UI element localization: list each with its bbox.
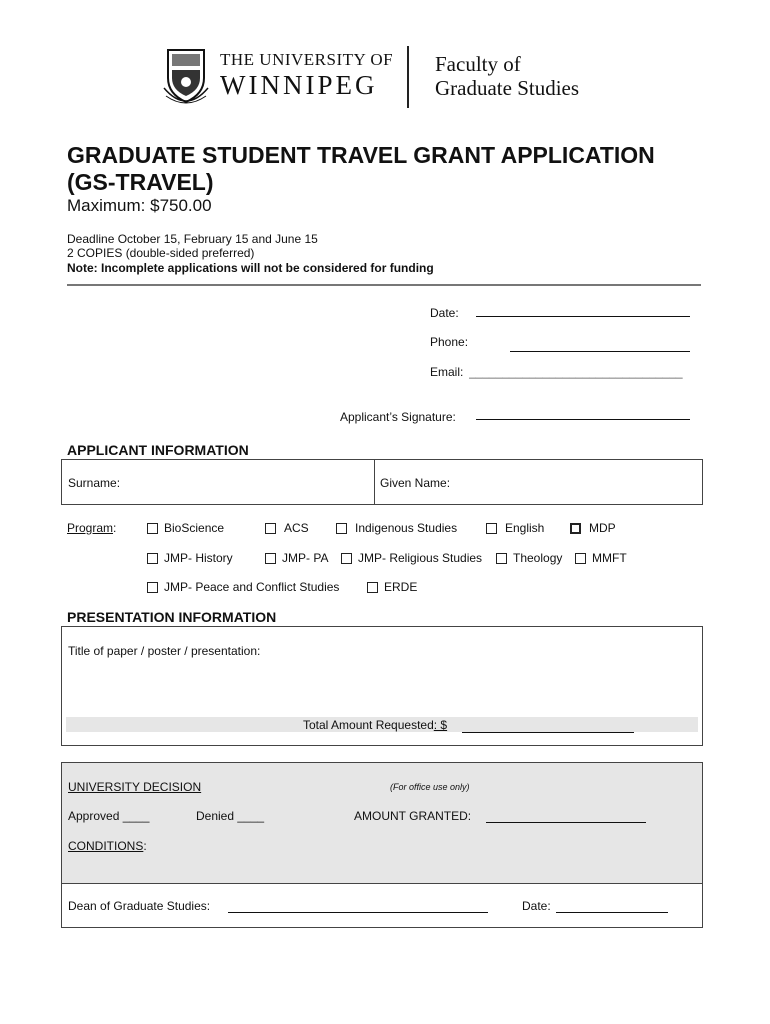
program-option-label: JMP- Religious Studies xyxy=(358,551,483,565)
total-amount-value: : $ xyxy=(433,718,448,732)
program-label-text: Program xyxy=(67,521,114,535)
date-field[interactable] xyxy=(476,316,690,317)
university-name-line1: THE UNIVERSITY OF xyxy=(220,50,394,69)
signature-label: Applicant’s Signature: xyxy=(340,410,456,424)
total-amount-field[interactable] xyxy=(462,732,634,733)
checkbox[interactable] xyxy=(486,523,497,534)
dean-label: Dean of Graduate Studies: xyxy=(68,899,211,913)
university-decision-box xyxy=(61,762,703,928)
checkbox[interactable] xyxy=(341,553,352,564)
checkbox[interactable] xyxy=(570,523,581,534)
presentation-box xyxy=(61,626,703,746)
program-option-label: Indigenous Studies xyxy=(355,521,458,535)
conditions-label xyxy=(68,839,147,853)
form-title: GRADUATE STUDENT TRAVEL GRANT APPLICATION (GS-TRAVEL) xyxy=(67,142,655,195)
phone-field[interactable] xyxy=(510,351,690,352)
program-option-mmft[interactable] xyxy=(575,551,627,565)
program-option-jmp-pa[interactable] xyxy=(265,551,328,565)
program-label-colon: : xyxy=(113,521,117,535)
presentation-info-heading: PRESENTATION INFORMATION xyxy=(67,609,277,625)
program-option-jmp-history[interactable] xyxy=(147,551,233,565)
presentation-title-label: Title of paper / poster / presentation: xyxy=(68,644,261,658)
conditions-label-colon: : xyxy=(143,839,147,853)
program-option-label: JMP- History xyxy=(164,551,233,565)
header-rule xyxy=(67,284,701,286)
checkbox[interactable] xyxy=(367,582,378,593)
email-field[interactable]: ________________________________ xyxy=(469,365,683,379)
total-amount-label-text: Total Amount Requested xyxy=(303,718,434,732)
program-option-english[interactable] xyxy=(486,521,544,535)
checkbox[interactable] xyxy=(265,553,276,564)
denied-field[interactable]: Denied ____ xyxy=(196,809,265,823)
approved-field[interactable]: Approved ____ xyxy=(68,809,150,823)
name-box-divider xyxy=(374,460,375,504)
program-option-jmp-peace-conflict[interactable] xyxy=(147,580,339,594)
university-name-line2: WINNIPEG xyxy=(220,70,378,100)
program-option-label: JMP- Peace and Conflict Studies xyxy=(164,580,340,594)
program-option-jmp-religious-studies[interactable] xyxy=(341,551,482,565)
deadline-text: Deadline October 15, February 15 and June 15 xyxy=(67,232,318,246)
dean-date-label: Date: xyxy=(522,899,551,913)
program-option-label: BioScience xyxy=(164,521,225,535)
program-option-label: MDP xyxy=(589,521,616,535)
program-option-indigenous-studies[interactable] xyxy=(336,521,457,535)
surname-label: Surname: xyxy=(68,476,121,490)
checkbox[interactable] xyxy=(147,523,158,534)
program-option-label: ACS xyxy=(284,521,309,535)
checkbox[interactable] xyxy=(575,553,586,564)
checkbox[interactable] xyxy=(147,553,158,564)
program-option-label: ERDE xyxy=(384,580,418,594)
program-option-mdp[interactable] xyxy=(570,521,616,535)
faculty-name-line1: Faculty of xyxy=(435,52,521,76)
conditions-label-text: CONDITIONS xyxy=(68,839,144,853)
total-amount-label xyxy=(303,718,447,732)
applicant-name-box xyxy=(61,459,703,505)
program-option-theology[interactable] xyxy=(496,551,562,565)
program-option-label: Theology xyxy=(513,551,563,565)
program-option-acs[interactable] xyxy=(265,521,309,535)
applicant-info-heading: APPLICANT INFORMATION xyxy=(67,442,249,458)
logo-divider xyxy=(407,46,409,108)
phone-label: Phone: xyxy=(430,335,469,349)
program-option-erde[interactable] xyxy=(367,580,417,594)
program-option-label: JMP- PA xyxy=(282,551,329,565)
program-option-bioscience[interactable] xyxy=(147,521,224,535)
program-option-label: MMFT xyxy=(592,551,627,565)
incomplete-note: Note: Incomplete applications will not be considered for funding xyxy=(67,261,434,275)
checkbox[interactable] xyxy=(147,582,158,593)
date-label: Date: xyxy=(430,306,459,320)
checkbox[interactable] xyxy=(265,523,276,534)
university-decision-heading: UNIVERSITY DECISION xyxy=(68,780,202,794)
checkbox[interactable] xyxy=(336,523,347,534)
signature-field[interactable] xyxy=(476,419,690,420)
dean-signature-field[interactable] xyxy=(228,912,488,913)
faculty-name-line2: Graduate Studies xyxy=(435,76,580,100)
amount-granted-label: AMOUNT GRANTED: xyxy=(354,809,472,823)
amount-granted-field[interactable] xyxy=(486,822,646,823)
office-use-note: (For office use only) xyxy=(390,782,470,792)
given-name-label: Given Name: xyxy=(380,476,451,490)
program-label xyxy=(67,521,116,535)
maximum-amount: Maximum: $750.00 xyxy=(67,196,212,215)
copies-text: 2 COPIES (double-sided preferred) xyxy=(67,246,255,260)
email-label: Email: xyxy=(430,365,464,379)
dean-date-field[interactable] xyxy=(556,912,668,913)
university-crest-icon xyxy=(158,44,214,108)
checkbox[interactable] xyxy=(496,553,507,564)
program-option-label: English xyxy=(505,521,545,535)
